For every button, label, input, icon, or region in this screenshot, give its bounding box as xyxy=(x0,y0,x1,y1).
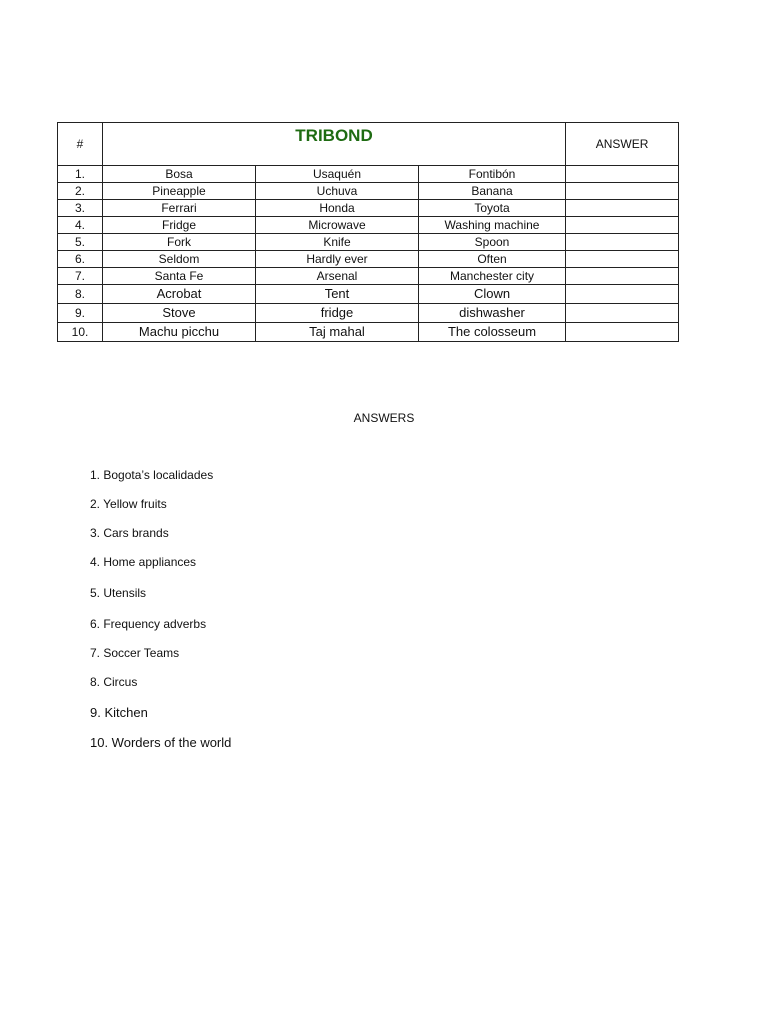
list-item: 5. Utensils xyxy=(90,586,147,600)
header-answer-cell: ANSWER xyxy=(566,123,679,166)
clue-cell: Santa Fe xyxy=(103,268,256,285)
table-row xyxy=(58,268,679,285)
answer-cell[interactable] xyxy=(566,234,679,251)
answer-cell[interactable] xyxy=(566,268,679,285)
clue-cell: Knife xyxy=(256,234,419,251)
row-number: 9. xyxy=(58,304,103,323)
row-number: 5. xyxy=(58,234,103,251)
table-row xyxy=(58,166,679,183)
clue-cell: Pineapple xyxy=(103,183,256,200)
clue-cell: Fontibón xyxy=(419,166,566,183)
answer-cell[interactable] xyxy=(566,166,679,183)
clue-cell: Banana xyxy=(419,183,566,200)
clue-cell: fridge xyxy=(256,304,419,323)
clue-cell: Arsenal xyxy=(256,268,419,285)
clue-cell: Microwave xyxy=(256,217,419,234)
answer-cell[interactable] xyxy=(566,200,679,217)
answers-heading: ANSWERS xyxy=(353,411,415,425)
clue-cell: Fridge xyxy=(103,217,256,234)
table-row xyxy=(58,285,679,304)
clue-cell: Manchester city xyxy=(419,268,566,285)
table-row xyxy=(58,304,679,323)
row-number: 8. xyxy=(58,285,103,304)
clue-cell: Stove xyxy=(103,304,256,323)
table-row xyxy=(58,200,679,217)
list-item: 8. Circus xyxy=(90,675,138,689)
clue-cell: dishwasher xyxy=(419,304,566,323)
list-item: 9. Kitchen xyxy=(90,705,148,720)
clue-cell: Spoon xyxy=(419,234,566,251)
clue-cell: Honda xyxy=(256,200,419,217)
list-item: 4. Home appliances xyxy=(90,555,197,569)
table-title: TRIBOND xyxy=(103,123,566,166)
clue-cell: The colosseum xyxy=(419,323,566,342)
clue-cell: Clown xyxy=(419,285,566,304)
answer-cell[interactable] xyxy=(566,217,679,234)
answer-cell[interactable] xyxy=(566,183,679,200)
clue-cell: Bosa xyxy=(103,166,256,183)
table-row xyxy=(58,234,679,251)
list-item: 3. Cars brands xyxy=(90,526,169,540)
row-number: 1. xyxy=(58,166,103,183)
clue-cell: Usaquén xyxy=(256,166,419,183)
list-item: 2. Yellow fruits xyxy=(90,497,167,511)
clue-cell: Tent xyxy=(256,285,419,304)
answer-cell[interactable] xyxy=(566,251,679,268)
table-row xyxy=(58,251,679,268)
clue-cell: Uchuva xyxy=(256,183,419,200)
row-number: 4. xyxy=(58,217,103,234)
header-number-cell: # xyxy=(58,123,103,166)
table-row xyxy=(58,217,679,234)
table-row xyxy=(58,183,679,200)
list-item: 7. Soccer Teams xyxy=(90,646,180,660)
clue-cell: Hardly ever xyxy=(256,251,419,268)
row-number: 10. xyxy=(58,323,103,342)
tribond-table xyxy=(57,122,679,342)
clue-cell: Often xyxy=(419,251,566,268)
list-item: 6. Frequency adverbs xyxy=(90,617,207,631)
row-number: 2. xyxy=(58,183,103,200)
answer-cell[interactable] xyxy=(566,285,679,304)
row-number: 6. xyxy=(58,251,103,268)
clue-cell: Toyota xyxy=(419,200,566,217)
clue-cell: Fork xyxy=(103,234,256,251)
clue-cell: Seldom xyxy=(103,251,256,268)
answer-cell[interactable] xyxy=(566,323,679,342)
row-number: 7. xyxy=(58,268,103,285)
row-number: 3. xyxy=(58,200,103,217)
clue-cell: Ferrari xyxy=(103,200,256,217)
clue-cell: Taj mahal xyxy=(256,323,419,342)
list-item: 10. Worders of the world xyxy=(90,735,232,750)
clue-cell: Machu picchu xyxy=(103,323,256,342)
clue-cell: Washing machine xyxy=(419,217,566,234)
table-row xyxy=(58,323,679,342)
answer-cell[interactable] xyxy=(566,304,679,323)
clue-cell: Acrobat xyxy=(103,285,256,304)
list-item: 1. Bogota’s localidades xyxy=(90,468,214,482)
table-header-row xyxy=(58,123,679,166)
